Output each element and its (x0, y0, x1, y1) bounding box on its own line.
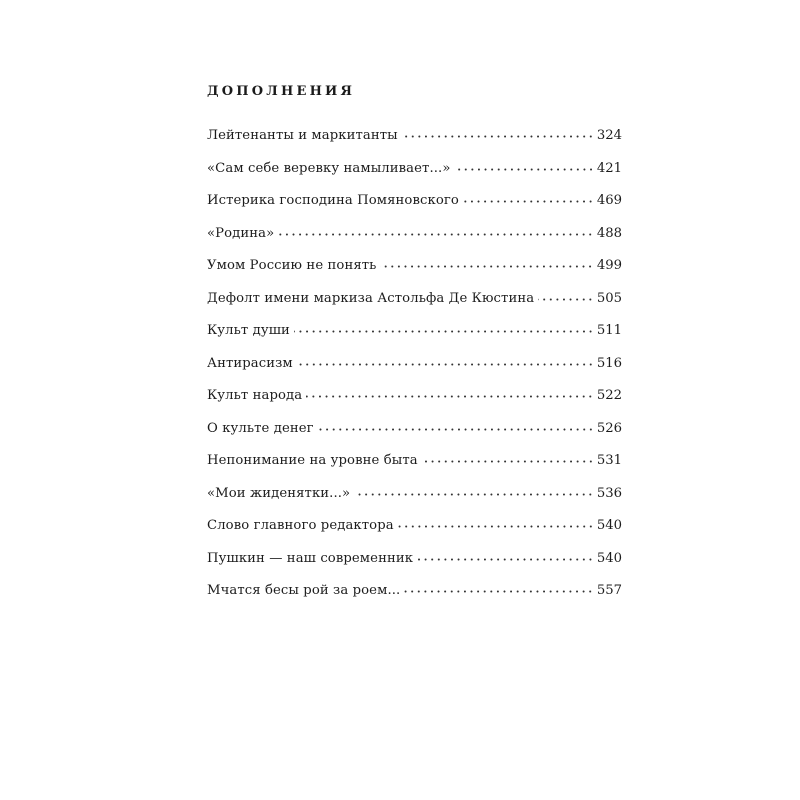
toc-entry (207, 256, 622, 289)
toc-entry-page: 324 (596, 128, 622, 143)
dot-leader (318, 428, 594, 431)
dot-leader (538, 298, 594, 301)
toc-entry-title: Дефолт имени маркиза Астольфа Де Кюстина (207, 290, 535, 306)
dot-leader (297, 363, 594, 366)
dot-leader (306, 395, 594, 398)
dot-leader (455, 168, 594, 171)
toc-entry-page: 516 (596, 355, 622, 371)
toc-entry-page: 557 (596, 583, 622, 598)
toc-entry-title: Непонимание на уровне быта (207, 453, 418, 468)
dot-leader (398, 525, 594, 528)
toc-entry (207, 581, 622, 614)
toc-entry (207, 516, 622, 549)
toc-entry-page: 511 (596, 323, 622, 338)
toc-entry-page: 536 (596, 485, 622, 501)
toc-entry (207, 321, 622, 354)
toc-entry-title: Пушкин — наш современник (207, 550, 414, 566)
toc-entry-title: Культ народа (207, 388, 303, 403)
toc-entry-title: Мчатся бесы рой за роем... (207, 583, 401, 598)
toc-entry-title: «Мои жиденятки...» (207, 485, 351, 501)
toc-entry (207, 354, 622, 387)
toc-entry-page: 531 (596, 453, 622, 468)
toc-entry-page: 522 (596, 388, 622, 403)
toc-entry-title: Умом Россию не понять (207, 258, 377, 273)
toc-entry-title: «Сам себе веревку намыливает...» (207, 160, 451, 176)
toc-entry-page: 540 (596, 550, 622, 566)
toc-entry-page: 540 (596, 518, 622, 533)
dot-leader (354, 493, 594, 496)
toc-entry (207, 289, 622, 322)
toc-entry (207, 419, 622, 452)
toc-entry (207, 191, 622, 224)
dot-leader (404, 590, 594, 593)
toc-entry-page: 488 (596, 225, 622, 241)
toc-entry-page: 505 (596, 290, 622, 306)
dot-leader (422, 460, 594, 463)
dot-leader (402, 135, 594, 138)
dot-leader (294, 330, 594, 333)
toc-entry (207, 549, 622, 582)
toc-entry (207, 386, 622, 419)
table-of-contents (207, 126, 622, 614)
toc-entry-title: Слово главного редактора (207, 518, 394, 533)
toc-entry-title: Антирасизм (207, 355, 293, 371)
section-heading: ДОПОЛНЕНИЯ (207, 84, 356, 99)
toc-entry-page: 499 (596, 258, 622, 273)
dot-leader (417, 558, 594, 561)
toc-entry (207, 451, 622, 484)
toc-entry-page: 469 (596, 193, 622, 208)
toc-entry (207, 224, 622, 257)
toc-entry (207, 126, 622, 159)
dot-leader (278, 233, 594, 236)
toc-entry-title: Культ души (207, 323, 290, 338)
toc-entry (207, 484, 622, 517)
dot-leader (463, 200, 594, 203)
toc-entry-title: Истерика господина Помяновского (207, 193, 459, 208)
dot-leader (380, 265, 593, 268)
toc-entry-title: О культе денег (207, 420, 314, 436)
toc-entry-page: 526 (596, 420, 622, 436)
toc-entry (207, 159, 622, 192)
toc-entry-title: «Родина» (207, 225, 275, 241)
toc-entry-page: 421 (596, 160, 622, 176)
toc-entry-title: Лейтенанты и маркитанты (207, 128, 398, 143)
